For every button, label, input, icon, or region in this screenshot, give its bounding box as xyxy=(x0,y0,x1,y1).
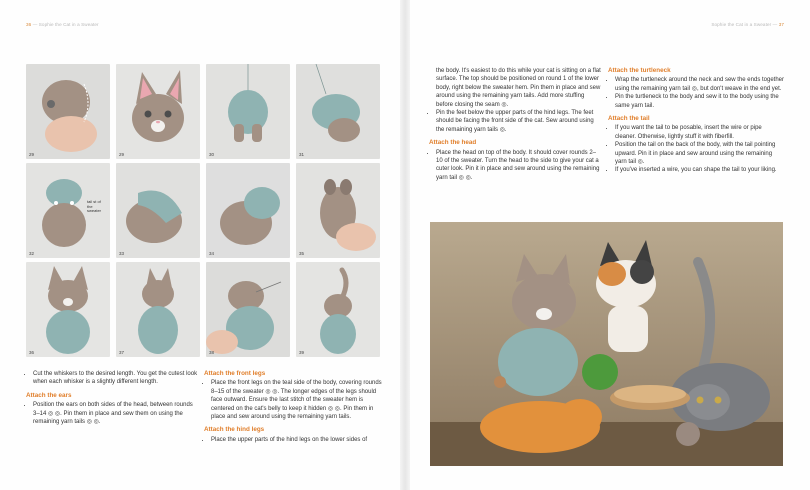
ears-list xyxy=(26,401,198,426)
photo-number: 29 xyxy=(29,152,35,157)
section-attach-hind-legs xyxy=(204,426,382,444)
photo-number: 34 xyxy=(209,251,215,256)
tail-list xyxy=(608,124,784,174)
body-back-illustration xyxy=(206,163,290,258)
book-gutter xyxy=(400,0,410,490)
hind-legs-cont-list xyxy=(429,67,601,109)
step-photo-37 xyxy=(116,262,200,357)
right-header-separator: — xyxy=(771,22,779,27)
intro-list xyxy=(26,370,198,387)
head-list xyxy=(429,149,601,183)
photo-number: 37 xyxy=(119,350,125,355)
left-header-separator: — xyxy=(31,22,39,27)
right-column-1 xyxy=(429,67,601,182)
tail-item: • Position the tail on the back of the body, with the tail pointing upward. Pin it in place and sew around using the remaining yarn tail ◎. xyxy=(615,141,784,166)
photo-number: 36 xyxy=(29,350,35,355)
photo-annotation xyxy=(87,200,101,214)
step-photo-39 xyxy=(296,262,380,357)
section-heading: Attach the turtleneck xyxy=(608,67,671,74)
step-photo-36 xyxy=(26,262,110,357)
photo-number: 30 xyxy=(209,152,215,157)
body-with-sweater-illustration xyxy=(116,163,200,258)
step-photo-33 xyxy=(116,163,200,258)
hind-legs-list xyxy=(204,436,382,444)
step-photo-35 xyxy=(296,163,380,258)
head-in-hand-illustration xyxy=(26,64,110,159)
right-page-number: 37 xyxy=(778,22,784,27)
section-attach-tail xyxy=(608,115,784,175)
step-photo-30 xyxy=(206,64,290,159)
head-item: • Place the head on top of the body. It should cover rounds 2–10 of the sweater. Turn the head to the side to give your cat a cuter look. Pin it in place and sew around using the remaining yarn tail ◎ ◎. xyxy=(436,149,601,183)
turtleneck-item: • Pin the turtleneck to the body and sew it to the body using the same yarn tail. xyxy=(615,93,784,110)
step-photo-29a xyxy=(26,64,110,159)
section-attach-ears xyxy=(26,392,198,427)
step-photo-38 xyxy=(206,262,290,357)
section-heading: Attach the head xyxy=(429,139,477,147)
section-heading: Attach the tail xyxy=(608,115,650,123)
photo-number: 38 xyxy=(209,350,215,355)
photo-number: 29 xyxy=(119,152,125,157)
cat-side-illustration xyxy=(116,262,200,357)
step-photo-29b xyxy=(116,64,200,159)
hind-legs-cont-item: the body. It's easiest to do this while your cat is sitting on a flat surface. The top should be positioned on round 1 of the lower body, right below the sweater hem. Pin them in place and sew around using the remaining yarn tails. Add more stuffing before closing the seam ◎. xyxy=(436,68,601,108)
photo-number: 39 xyxy=(299,350,305,355)
sweater-body-illustration xyxy=(206,64,290,159)
photo-number: 31 xyxy=(299,152,305,157)
front-legs-list xyxy=(204,379,382,421)
tail-item: • If you want the tail to be posable, insert the wire or pipe cleaner. Otherwise, lightly stuff it with fiberfill. xyxy=(615,124,784,141)
left-header-title: Sophie the Cat in a Sweater xyxy=(38,22,99,27)
step-photo-34 xyxy=(206,163,290,258)
front-legs-item: • Place the front legs on the teal side of the body, covering rounds 8–15 of the sweater ◎ ◎. The longer edges of the legs should face outward. Ensure the last stitch of the sweater hem is centered on the cat's belly to keep it hidden ◎ ◎. Pin them in place and sew around using the remaining yarn tails. xyxy=(211,379,382,421)
annotation-line: the xyxy=(87,203,93,209)
turtleneck-item: • Wrap the turtleneck around the neck and sew the ends together using the remaining yarn tail ◎, but don't weave in the end yet. xyxy=(615,76,784,93)
cat-back-illustration xyxy=(296,262,380,357)
left-page-number: 36 xyxy=(26,22,32,27)
cats-scene-illustration xyxy=(430,222,783,466)
photo-number: 35 xyxy=(299,251,305,256)
finished-cats-photo xyxy=(430,222,783,466)
intro-item: • Cut the whiskers to the desired length. You get the cutest look when each whisker is a slightly different length. xyxy=(33,370,198,387)
section-attach-head xyxy=(429,139,601,182)
photo-number: 32 xyxy=(29,251,35,256)
right-header-title: Sophie the Cat in a Sweater xyxy=(711,22,772,27)
turtleneck-list xyxy=(608,76,784,110)
left-running-header xyxy=(26,22,99,27)
feet-list xyxy=(429,109,601,134)
sweater-body-side-illustration xyxy=(296,64,380,159)
annotation-line: tail st of xyxy=(87,199,101,204)
ears-item: • Position the ears on both sides of the head, between rounds 3–14 ◎ ◎. Pin them in place and sew them on using the remaining yarn tails ◎ ◎. xyxy=(33,401,198,426)
feet-item: • Pin the feet below the upper parts of the hind legs. The feet should be facing the front side of the cat. Sew around using the remaining yarn tails ◎. xyxy=(436,109,601,134)
hind-legs-item: • Place the upper parts of the hind legs on the lower sides of xyxy=(211,436,382,444)
photo-number: 33 xyxy=(119,251,125,256)
tail-item: • If you've inserted a wire, you can shape the tail to your liking. xyxy=(615,166,784,174)
right-column-2 xyxy=(608,67,784,175)
step-photo-31 xyxy=(296,64,380,159)
cat-front-illustration xyxy=(26,262,110,357)
annotation-line: sweater xyxy=(87,208,102,214)
section-heading: Attach the ears xyxy=(26,391,72,399)
legs-in-hand-illustration xyxy=(296,163,380,258)
cat-sewing-illustration xyxy=(206,262,290,357)
right-running-header xyxy=(711,22,784,27)
left-column-1 xyxy=(26,370,198,426)
section-heading: Attach the hind legs xyxy=(204,426,265,434)
left-column-2 xyxy=(204,370,382,444)
section-heading: Attach the front legs xyxy=(204,370,266,377)
cat-head-illustration xyxy=(116,64,200,159)
